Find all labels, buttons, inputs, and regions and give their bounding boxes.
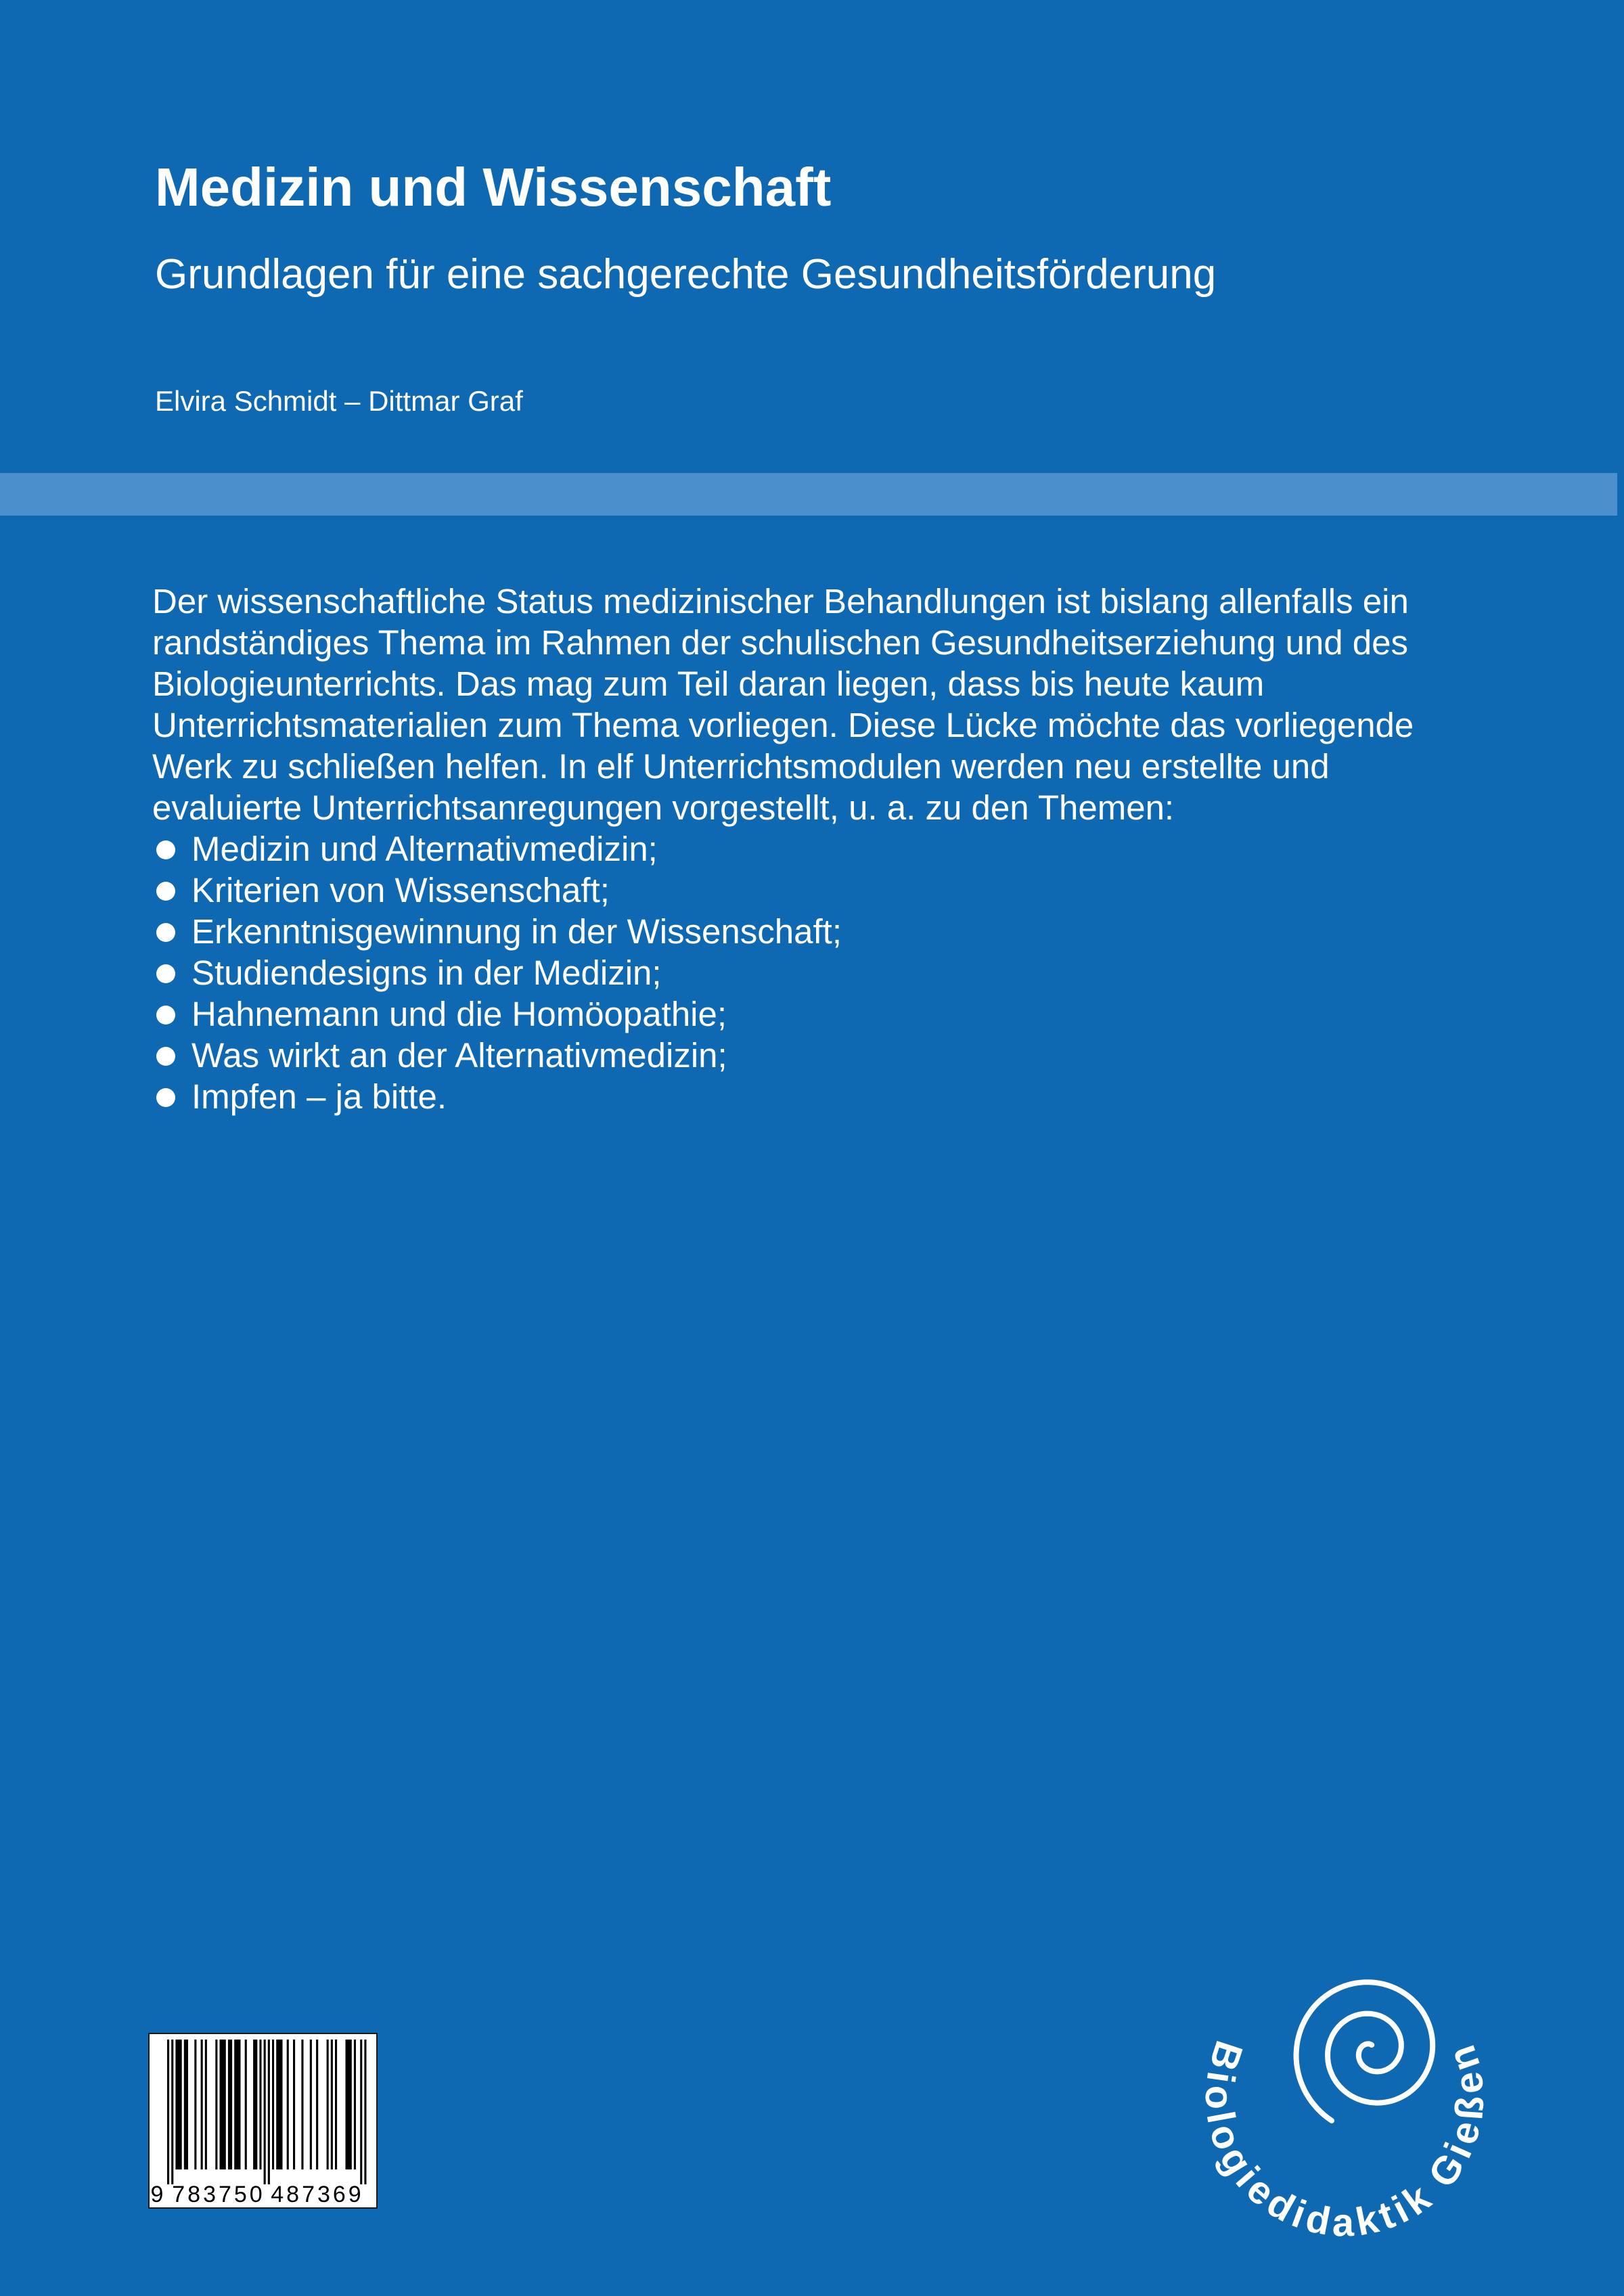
topic-label: Was wirkt an der Alternativmedizin; <box>191 1036 727 1075</box>
bullet-icon <box>156 923 175 942</box>
barcode-bar <box>293 2040 295 2169</box>
bullet-icon <box>156 840 175 859</box>
barcode-first-digit: 9 <box>150 2182 166 2207</box>
topic-list <box>152 828 1414 1117</box>
blurb-line: Der wissenschaftliche Status medizinischer Behandlungen ist bislang allenfalls ein <box>152 582 1409 621</box>
barcode-bar <box>316 2040 318 2169</box>
barcode-bar <box>331 2040 333 2169</box>
book-authors: Elvira Schmidt – Dittmar Graf <box>155 385 523 417</box>
barcode-bar <box>259 2040 261 2169</box>
barcode-graphic <box>150 2034 376 2207</box>
topic-label: Hahnemann und die Homöopathie; <box>191 995 727 1033</box>
barcode-bars <box>167 2040 367 2184</box>
topic-list-item <box>152 1076 1414 1117</box>
blurb-line: Werk zu schließen helfen. In elf Unterrichtsmodulen werden neu erstellte und <box>152 747 1330 786</box>
barcode-bar <box>220 2040 226 2169</box>
barcode-bar <box>276 2040 282 2169</box>
topic-list-item <box>152 993 1414 1035</box>
barcode-bar <box>201 2040 203 2169</box>
barcode-bar <box>364 2040 366 2184</box>
barcode-bar <box>360 2040 362 2184</box>
logo-text <box>1197 2035 1493 2245</box>
barcode-bar <box>194 2040 196 2169</box>
bullet-icon <box>156 882 175 901</box>
bullet-icon <box>156 1006 175 1025</box>
barcode-bar <box>327 2040 329 2169</box>
barcode-bar <box>167 2040 169 2184</box>
barcode-bar <box>245 2040 247 2169</box>
book-subtitle: Grundlagen für eine sachgerechte Gesundheitsförderung <box>155 251 1217 298</box>
divider-stripe <box>0 473 1617 516</box>
barcode-right-digits: 487369 <box>271 2182 364 2207</box>
topic-label: Studiendesigns in der Medizin; <box>191 953 662 992</box>
bullet-icon <box>156 964 175 983</box>
barcode-left-digits: 783750 <box>172 2182 265 2207</box>
blurb-line: evaluierte Unterrichtsanregungen vorgestellt, u. a. zu den Themen: <box>152 788 1175 827</box>
book-title: Medizin und Wissenschaft <box>155 157 832 217</box>
topic-label: Impfen – ja bitte. <box>191 1077 447 1116</box>
barcode-bar <box>301 2040 303 2169</box>
barcode-bar <box>253 2040 257 2169</box>
bullet-icon <box>156 1047 175 1066</box>
publisher-logo <box>1191 1949 1502 2260</box>
barcode-bar <box>287 2040 289 2169</box>
topic-label: Medizin und Alternativmedizin; <box>191 830 658 868</box>
barcode-bar <box>205 2040 207 2169</box>
topic-label: Erkenntnisgewinnung in der Wissenschaft; <box>191 912 842 951</box>
barcode-bar <box>272 2040 274 2169</box>
isbn-barcode <box>148 2033 378 2209</box>
barcode-bar <box>171 2040 173 2184</box>
barcode-bar <box>228 2040 232 2169</box>
barcode-bar <box>310 2040 312 2169</box>
barcode-bar <box>354 2040 356 2169</box>
topic-list-item <box>152 828 1414 870</box>
barcode-bar <box>215 2040 217 2169</box>
blurb-line: Biologieunterrichts. Das mag zum Teil daran liegen, dass bis heute kaum <box>152 665 1265 703</box>
blurb-line: Unterrichtsmaterialien zum Thema vorliegen. Diese Lücke möchte das vorliegende <box>152 706 1414 744</box>
barcode-bar <box>264 2040 266 2184</box>
topic-label: Kriterien von Wissenschaft; <box>191 871 610 909</box>
topic-list-item <box>152 870 1414 911</box>
topic-list-item <box>152 1035 1414 1076</box>
logo-graphic <box>1191 1949 1502 2260</box>
barcode-bar <box>268 2040 270 2184</box>
spiral-icon <box>1296 1982 1433 2121</box>
barcode-bar <box>346 2040 352 2169</box>
logo-text-path: Biologiedidaktik Gießen <box>1196 2035 1493 2245</box>
barcode-bar <box>234 2040 240 2169</box>
barcode-bar <box>184 2040 188 2169</box>
topic-list-item <box>152 952 1414 993</box>
topic-list-item <box>152 911 1414 952</box>
blurb <box>152 581 1414 1117</box>
barcode-bar <box>175 2040 181 2169</box>
bullet-icon <box>156 1088 175 1107</box>
barcode-bar <box>335 2040 337 2169</box>
blurb-line: randständiges Thema im Rahmen der schulischen Gesundheitserziehung und des <box>152 623 1408 662</box>
